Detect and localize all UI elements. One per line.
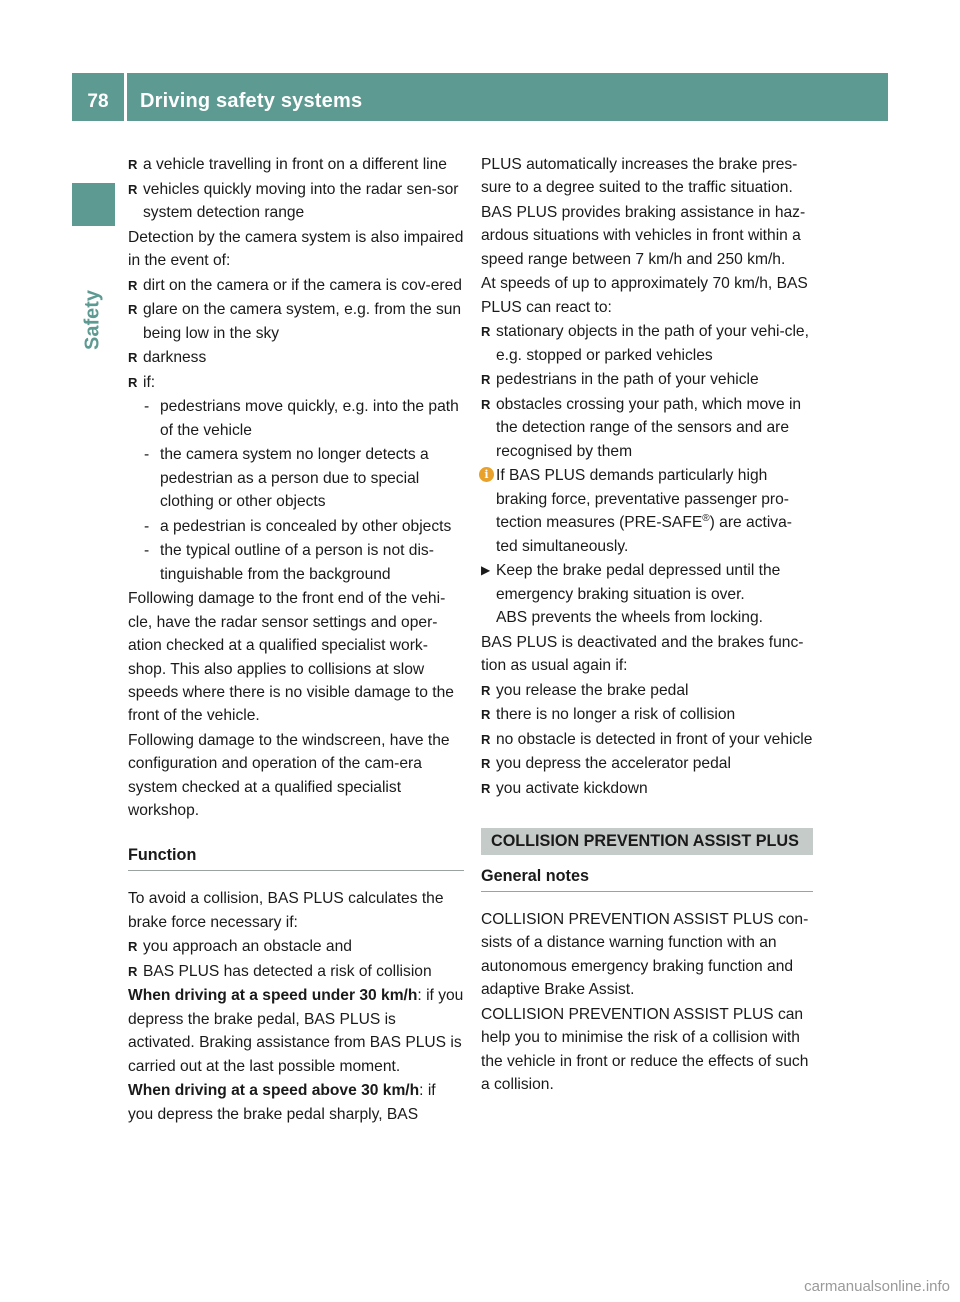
- function-intro: To avoid a collision, BAS PLUS calculates the brake force necessary if:: [128, 890, 444, 931]
- bullet-r-icon: R: [128, 374, 138, 390]
- damage-windscreen-paragraph: Following damage to the windscreen, have the configuration and operation of the cam-era system checked at a qualified specialist workshop.: [128, 732, 450, 820]
- bullet-r-icon: R: [128, 939, 138, 955]
- heading-rule: [128, 870, 464, 871]
- left-column: [128, 153, 464, 1127]
- camera-intro: Detection by the camera system is also impaired in the event of:: [128, 228, 464, 269]
- dash-icon: -: [144, 398, 150, 416]
- notes-paragraph-1: COLLISION PREVENTION ASSIST PLUS con-sists of a distance warning function with an autonomous emergency braking function and adaptive Brake Assist.: [481, 911, 809, 999]
- instruction-step: ▶ Keep the brake pedal depressed until the emergency braking situation is over. ABS prevents the wheels from locking.: [481, 559, 813, 629]
- bullet-r-icon: R: [481, 372, 491, 388]
- bullet-r-icon: R: [128, 157, 138, 172]
- heading-rule: [481, 891, 813, 892]
- section-label: Safety: [81, 289, 104, 351]
- list-item: R if:: [128, 371, 464, 394]
- list-item: R no obstacle is detected in front of your vehicle: [481, 728, 813, 751]
- assistance-paragraph: BAS PLUS provides braking assistance in haz-ardous situations with vehicles in front within a speed range between 7 km/h and 250 km/h.: [481, 204, 806, 268]
- under-30-lead: When driving at a speed under 30 km/h: [128, 987, 418, 1005]
- above-30-lead: When driving at a speed above 30 km/h: [128, 1082, 420, 1100]
- list-item: R there is no longer a risk of collision: [481, 703, 813, 726]
- list-item: R dirt on the camera or if the camera is cov-ered: [128, 274, 464, 297]
- bullet-r-icon: R: [128, 963, 138, 979]
- list-item: R obstacles crossing your path, which move in the detection range of the sensors and are recognised by them: [481, 393, 813, 463]
- above-30-paragraph: When driving at a speed above 30 km/h: if you depress the brake pedal sharply, BAS: [128, 1082, 436, 1123]
- bullet-r-icon: R: [481, 756, 491, 772]
- list-item: R vehicles quickly moving into the radar sen-sor system detection range: [128, 178, 464, 225]
- list-item: R you depress the accelerator pedal: [481, 752, 813, 775]
- list-item: R you approach an obstacle and: [128, 935, 464, 958]
- bullet-r-icon: R: [128, 277, 138, 293]
- list-item: R glare on the camera system, e.g. from the sun being low in the sky: [128, 298, 464, 345]
- page-title: Driving safety systems: [140, 90, 363, 112]
- list-item: R stationary objects in the path of your vehi-cle, e.g. stopped or parked vehicles: [481, 320, 813, 367]
- watermark: carmanualsonline.info: [804, 1278, 950, 1295]
- list-item: R a vehicle travelling in front on a different line: [128, 153, 464, 176]
- list-item: R BAS PLUS has detected a risk of collision: [128, 960, 464, 983]
- right-column: [481, 153, 813, 1098]
- list-item: R you activate kickdown: [481, 777, 813, 800]
- react-intro: At speeds of up to approximately 70 km/h, BAS PLUS can react to:: [481, 275, 808, 316]
- bullet-r-icon: R: [481, 682, 491, 698]
- sub-list-item: - pedestrians move quickly, e.g. into the path of the vehicle: [128, 395, 464, 442]
- bullet-r-icon: R: [481, 397, 491, 412]
- damage-front-paragraph: Following damage to the front end of the vehi-cle, have the radar sensor settings and oper-ation checked at a qualified specialist work-shop. This also applies to collisions at slow speeds where there is no visible damage to the front of the vehicle.: [128, 590, 454, 725]
- info-icon: i: [479, 467, 494, 482]
- info-note: i If BAS PLUS demands particularly high braking force, preventative passenger pro-tection measures (PRE-SAFE®) are activa-ted simultaneously.: [481, 464, 813, 558]
- bullet-r-icon: R: [128, 302, 138, 318]
- under-30-paragraph: When driving at a speed under 30 km/h: if you depress the brake pedal, BAS PLUS is activated. Braking assistance from BAS PLUS is carried out at the last possible moment.: [128, 987, 464, 1075]
- bullet-r-icon: R: [128, 181, 138, 197]
- arrow-right-icon: ▶: [481, 563, 491, 578]
- header-divider: [124, 73, 127, 121]
- bullet-r-icon: R: [128, 350, 138, 366]
- bullet-r-icon: R: [481, 707, 491, 723]
- notes-paragraph-2: COLLISION PREVENTION ASSIST PLUS can help you to minimise the risk of a collision with the vehicle in front or reduce the effects of such a collision.: [481, 1005, 809, 1094]
- sub-list-item: - the typical outline of a person is not dis-tinguishable from the background: [128, 539, 464, 586]
- continuation-paragraph: PLUS automatically increases the brake pres-sure to a degree suited to the traffic situation.: [481, 156, 798, 197]
- dash-icon: -: [144, 542, 150, 560]
- page-number: 78: [87, 91, 109, 112]
- list-item: R you release the brake pedal: [481, 679, 813, 702]
- function-heading: Function: [128, 845, 197, 864]
- deactivated-intro: BAS PLUS is deactivated and the brakes func-tion as usual again if:: [481, 633, 804, 675]
- dash-icon: -: [144, 446, 150, 464]
- section-tab-block: [72, 183, 115, 226]
- list-item: R pedestrians in the path of your vehicle: [481, 368, 813, 391]
- sub-list-item: - the camera system no longer detects a pedestrian as a person due to special clothing or other objects: [128, 443, 464, 513]
- dash-icon: -: [144, 517, 150, 535]
- sub-list-item: - a pedestrian is concealed by other objects: [128, 515, 464, 538]
- bullet-r-icon: R: [481, 731, 491, 747]
- section-heading: COLLISION PREVENTION ASSIST PLUS: [481, 828, 813, 855]
- bullet-r-icon: R: [481, 781, 491, 796]
- list-item: R darkness: [128, 346, 464, 369]
- bullet-r-icon: R: [481, 324, 491, 340]
- subheading: General notes: [481, 866, 589, 885]
